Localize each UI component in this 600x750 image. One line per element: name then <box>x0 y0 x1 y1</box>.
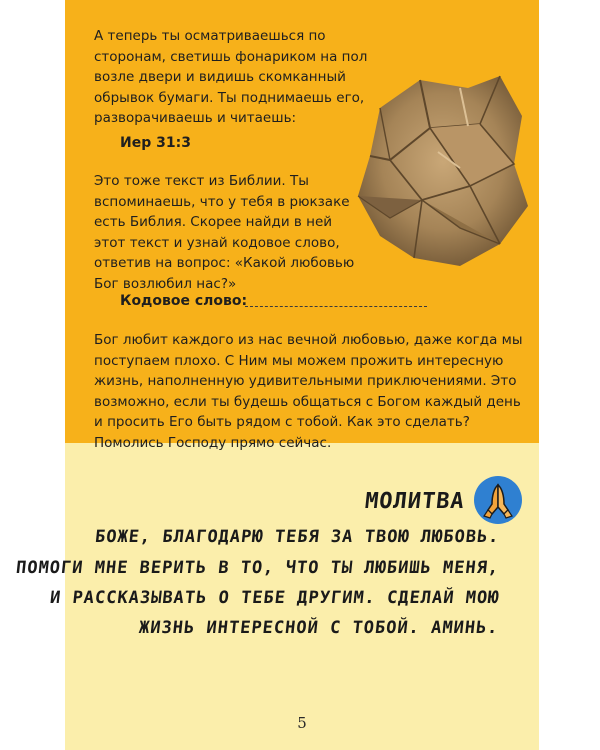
task-paragraph: Это тоже текст из Библии. Ты вспоминаешь, что у тебя в рюкзаке есть Библия. Скорее найди в ней этот текст и узнай кодовое слово, ответив на вопрос: «Какой любовью Бог возлюбил нас?» <box>94 173 355 292</box>
book-page <box>14 0 539 750</box>
code-word-blank <box>245 306 427 307</box>
prayer-line: ПОМОГИ МНЕ ВЕРИТЬ В ТО, ЧТО ТЫ ЛЮБИШЬ МЕНЯ, <box>14 558 501 578</box>
orange-section <box>65 0 539 451</box>
intro-paragraph: А теперь ты осматриваешься по сторонам, светишь фонариком на пол возле двери и видишь скомканный обрывок бумаги. Ты поднимаешь его, разворачиваешь и читаешь: <box>94 28 368 126</box>
bible-reference: Иер 31:3 <box>120 135 191 151</box>
code-word-label: Кодовое слово: <box>120 293 248 309</box>
explanation-paragraph: Бог любит каждого из нас вечной любовью, даже когда мы поступаем плохо. С Ним мы можем прожить интересную жизнь, наполненную удивительными приключениями. Это возможно, если ты будешь общаться с Богом каждый день и просить Его быть рядом с тобой. Как это сделать? Помолись Господу прямо сейчас. <box>94 332 523 451</box>
page-number: 5 <box>297 714 307 732</box>
prayer-line: ЖИЗНЬ ИНТЕРЕСНОЙ С ТОБОЙ. АМИНЬ. <box>138 618 501 638</box>
praying-hands-icon <box>474 476 522 524</box>
prayer-title: МОЛИТВА <box>363 489 467 514</box>
prayer-line: И РАССКАЗЫВАТЬ О ТЕБЕ ДРУГИМ. СДЕЛАЙ МОЮ <box>48 588 501 608</box>
prayer-line: БОЖЕ, БЛАГОДАРЮ ТЕБЯ ЗА ТВОЮ ЛЮБОВЬ. <box>93 527 501 547</box>
crumpled-paper-image <box>350 68 530 273</box>
